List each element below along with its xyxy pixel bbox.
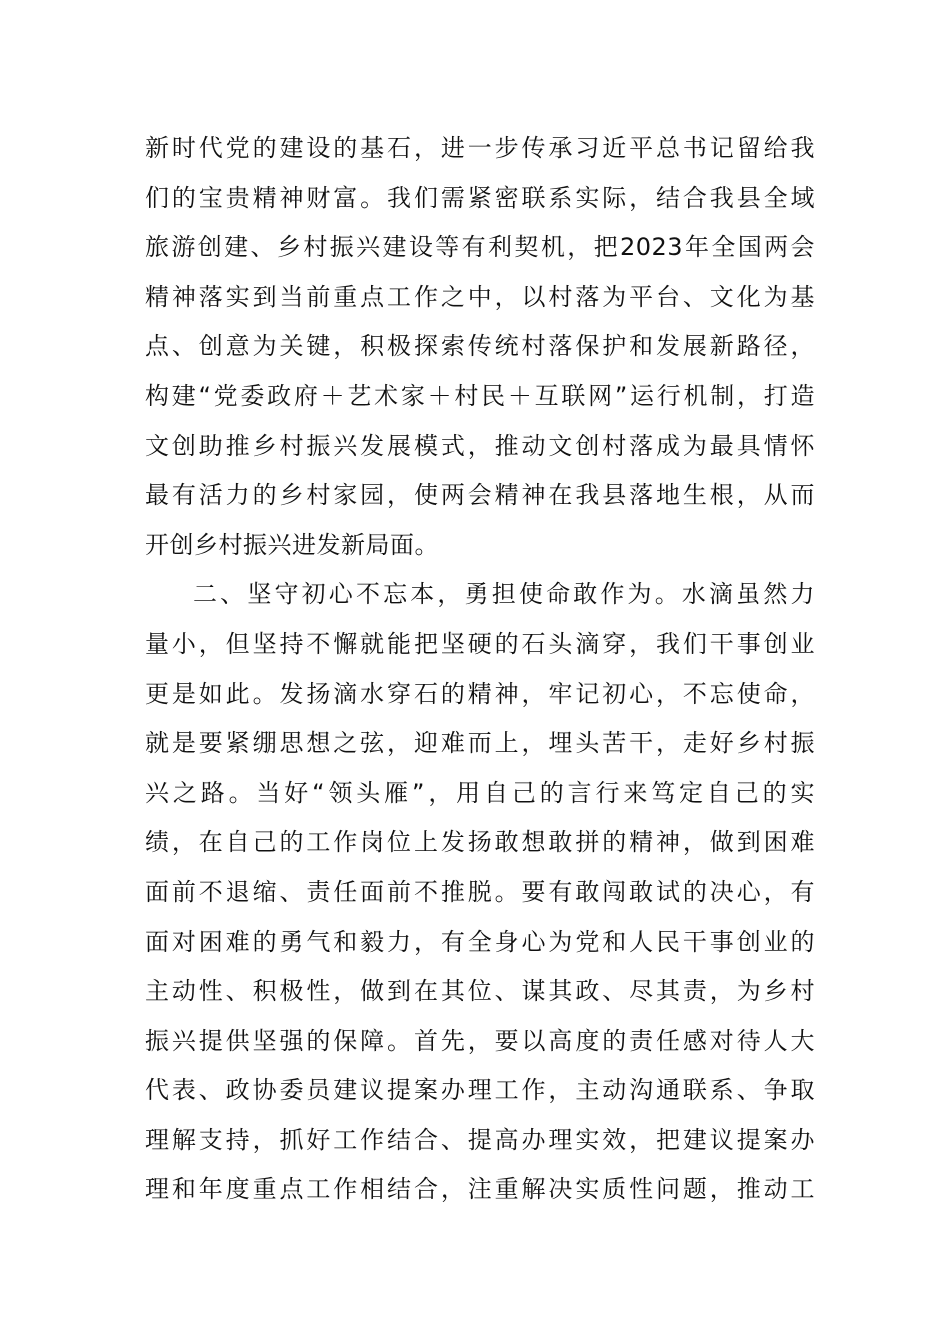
text-line: 文创助推乡村振兴发展模式，推动文创村落成为最具情怀 <box>145 431 815 460</box>
text-line: 理和年度重点工作相结合，注重解决实质性问题，推动工 <box>145 1175 815 1204</box>
section-heading-line: 二、坚守初心不忘本，勇担使命敢作为。水滴虽然力 <box>193 580 815 609</box>
text-line: 旅游创建、乡村振兴建设等有利契机，把2023年全国两会 <box>145 233 815 262</box>
text-line: 代表、政协委员建议提案办理工作，主动沟通联系、争取 <box>145 1076 815 1105</box>
text-line: 面前不退缩、责任面前不推脱。要有敢闯敢试的决心，有 <box>145 877 815 906</box>
body-text <box>145 124 815 1215</box>
text-line: 新时代党的建设的基石，进一步传承习近平总书记留给我 <box>145 134 815 162</box>
text-line: 兴之路。当好“领头雁”，用自己的言行来笃定自己的实 <box>145 778 815 807</box>
text-line: 点、创意为关键，积极探索传统村落保护和发展新路径， <box>145 332 815 361</box>
text-line: 理解支持，抓好工作结合、提高办理实效，把建议提案办 <box>145 1125 815 1154</box>
paragraph-end-line: 开创乡村振兴进发新局面。 <box>145 530 439 559</box>
text-line: 更是如此。发扬滴水穿石的精神，牢记初心，不忘使命， <box>145 679 815 708</box>
text-line: 绩，在自己的工作岗位上发扬敢想敢拼的精神，做到困难 <box>145 828 815 857</box>
text-line: 面对困难的勇气和毅力，有全身心为党和人民干事创业的 <box>145 927 815 956</box>
text-line: 们的宝贵精神财富。我们需紧密联系实际，结合我县全域 <box>145 183 815 212</box>
text-line: 振兴提供坚强的保障。首先，要以高度的责任感对待人大 <box>145 1026 815 1055</box>
text-line: 量小，但坚持不懈就能把坚硬的石头滴穿，我们干事创业 <box>145 629 815 658</box>
text-line: 就是要紧绷思想之弦，迎难而上，埋头苦干，走好乡村振 <box>145 729 815 758</box>
text-line: 精神落实到当前重点工作之中，以村落为平台、文化为基 <box>145 282 815 311</box>
text-line: 主动性、积极性，做到在其位、谋其政、尽其责，为乡村 <box>145 977 815 1006</box>
text-line: 最有活力的乡村家园，使两会精神在我县落地生根，从而 <box>145 481 815 510</box>
text-line: 构建“党委政府＋艺术家＋村民＋互联网”运行机制，打造 <box>145 381 815 410</box>
